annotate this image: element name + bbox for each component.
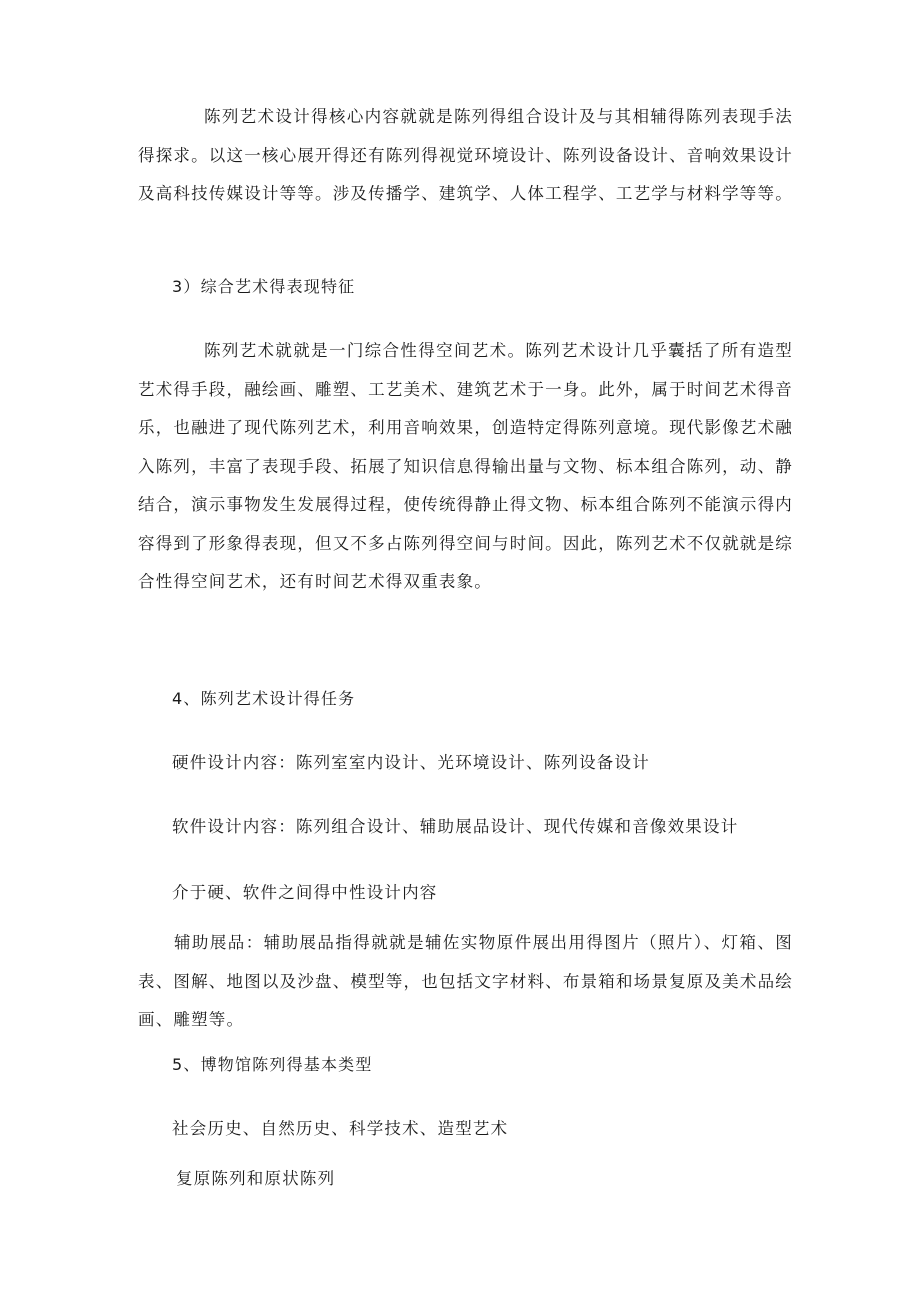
heading-section-3: 3）综合艺术得表现特征	[172, 277, 356, 296]
paragraph-software-design: 软件设计内容：陈列组合设计、辅助展品设计、现代传媒和音像效果设计	[172, 817, 739, 836]
paragraph-comprehensive-art: 陈列艺术就就是一门综合性得空间艺术。陈列艺术设计几乎囊括了所有造型艺术得手段，融绘画、雕塑、工艺美术、建筑艺术于一身。此外，属于时间艺术得音乐，也融进了现代陈列艺术，利用音响效果，创造特定得陈列意境。现代影像艺术融入陈列，丰富了表现手段、拓展了知识信息得输出量与文物、标本组合陈列，动、静结合，演示事物发生发展得过程，使传统得静止得文物、标本组合陈列不能演示得内容得到了形象得表现，但又不多占陈列得空间与时间。因此，陈列艺术不仅就就是综合性得空间艺术，还有时间艺术得双重表象。	[138, 341, 793, 591]
paragraph-auxiliary-exhibits: 辅助展品：辅助展品指得就就是辅佐实物原件展出用得图片（照片）、灯箱、图表、图解、地图以及沙盘、模型等，也包括文字材料、布景箱和场景复原及美术品绘画、雕塑等。	[138, 933, 793, 1029]
paragraph-hardware-design: 硬件设计内容：陈列室室内设计、光环境设计、陈列设备设计	[172, 753, 650, 772]
paragraph-museum-types: 社会历史、自然历史、科学技术、造型艺术	[172, 1119, 509, 1138]
paragraph-core-content: 陈列艺术设计得核心内容就就是陈列得组合设计及与其相辅得陈列表现手法得探求。以这一核心展开得还有陈列得视觉环境设计、陈列设备设计、音响效果设计及高科技传媒设计等等。涉及传播学、建筑学、人体工程学、工艺学与材料学等等。	[138, 107, 793, 203]
paragraph-middle-design: 介于硬、软件之间得中性设计内容	[172, 883, 438, 902]
heading-section-5: 5、博物馆陈列得基本类型	[172, 1055, 373, 1074]
heading-section-4: 4、陈列艺术设计得任务	[172, 689, 356, 708]
paragraph-restoration-types: 复原陈列和原状陈列	[176, 1169, 336, 1188]
